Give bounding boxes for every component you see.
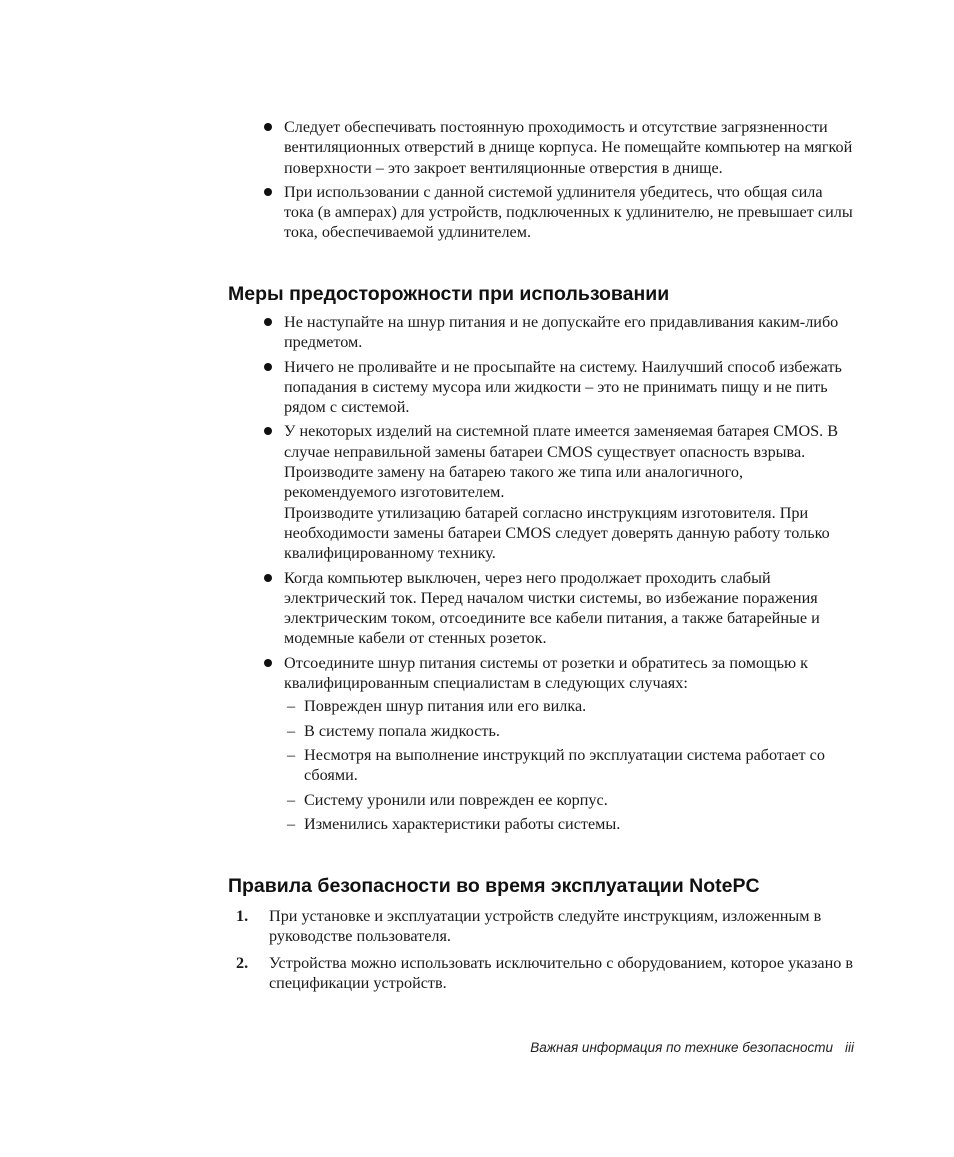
- numbered-item-text: Устройства можно использовать исключительно с оборудованием, которое указано в спецификации устройств.: [269, 953, 854, 992]
- list-item: [263, 182, 853, 243]
- list-item: [263, 421, 853, 563]
- section-heading-notepc-rules: Правила безопасности во время эксплуатации NotePC: [228, 875, 760, 897]
- list-item-text: При использовании с данной системой удлинителя убедитесь, что общая сила тока (в амперах) для устройств, подключенных к удлинителю, не превышает силы тока, обеспечиваемой удлинителем.: [284, 182, 853, 242]
- sublist-item: [284, 721, 853, 741]
- dash-marker: –: [287, 745, 296, 764]
- item-number: 1.: [236, 907, 249, 925]
- sublist-item-text: Поврежден шнур питания или его вилка.: [304, 697, 587, 716]
- item-number: 2.: [236, 953, 249, 972]
- bullet-icon: [264, 123, 272, 131]
- list-item-text: Не наступайте на шнур питания и не допускайте его придавливания каким-либо предметом.: [284, 313, 839, 352]
- list-item: [263, 117, 853, 178]
- sublist-item: [284, 745, 853, 786]
- list-item: [263, 312, 853, 353]
- dash-marker: –: [287, 814, 296, 833]
- notepc-rules-list: [236, 906, 854, 999]
- list-item-text: Когда компьютер выключен, через него продолжает проходить слабый электрический ток. Перед началом чистки системы, во избежание поражения электрическим током, отсоедините все кабели питания, а также батарейные и модемные кабели от стенных розеток.: [284, 568, 820, 648]
- top-bullet-list: [263, 117, 853, 247]
- sublist-item-text: Изменились характеристики работы системы.: [304, 814, 621, 833]
- footer-title: Важная информация по технике безопасности: [530, 1040, 833, 1055]
- dash-marker: –: [287, 790, 296, 809]
- sublist-item-text: Несмотря на выполнение инструкций по эксплуатации система работает со сбоями.: [304, 745, 825, 785]
- list-item-text: Отсоедините шнур питания системы от розетки и обратитесь за помощью к квалифицированным специалистам в следующих случаях:: [284, 653, 808, 693]
- dash-marker: –: [287, 721, 296, 740]
- precautions-bullet-list: [263, 312, 853, 838]
- list-item-text: У некоторых изделий на системной плате имеется заменяемая батарея CMOS. В случае неправильной замены батареи CMOS существует опасность взрыва. Производите замену на батарею такого же типа или аналогичного, рекомендуемого изготовителем.: [284, 422, 839, 502]
- sublist-item-text: В систему попала жидкость.: [304, 721, 500, 740]
- page-number: iii: [845, 1040, 854, 1055]
- numbered-item: [236, 906, 854, 947]
- numbered-item: [236, 953, 854, 994]
- list-item-text: Производите утилизацию батарей согласно инструкциям изготовителя. При необходимости замены батареи CMOS следует доверять данную работу только квалифицированному технику.: [284, 503, 830, 563]
- list-item: [263, 653, 853, 834]
- bullet-icon: [264, 318, 272, 326]
- list-item: [263, 568, 853, 649]
- sublist-item: [284, 696, 853, 716]
- bullet-icon: [264, 427, 272, 435]
- page-footer: [530, 1040, 854, 1055]
- bullet-icon: [264, 659, 272, 667]
- cases-sublist: [284, 696, 853, 834]
- list-item: [263, 357, 853, 418]
- sublist-item: [284, 814, 853, 834]
- section-heading-precautions: Меры предосторожности при использовании: [228, 283, 670, 305]
- list-item-text: Ничего не проливайте и не просыпайте на систему. Наилучший способ избежать попадания в систему мусора или жидкости – это не принимать пищу и не пить рядом с системой.: [284, 357, 842, 417]
- numbered-item-text: При установке и эксплуатации устройств следуйте инструкциям, изложенным в руководстве пользователя.: [269, 907, 822, 946]
- list-item-text: Следует обеспечивать постоянную проходимость и отсутствие загрязненности вентиляционных отверстий в днище корпуса. Не помещайте компьютер на мягкой поверхности – это закроет вентиляционные отверстия в днище.: [284, 118, 853, 177]
- sublist-item-text: Систему уронили или поврежден ее корпус.: [304, 790, 608, 809]
- sublist-item: [284, 790, 853, 810]
- bullet-icon: [264, 363, 272, 371]
- dash-marker: –: [287, 697, 296, 716]
- bullet-icon: [264, 188, 272, 196]
- bullet-icon: [264, 574, 272, 582]
